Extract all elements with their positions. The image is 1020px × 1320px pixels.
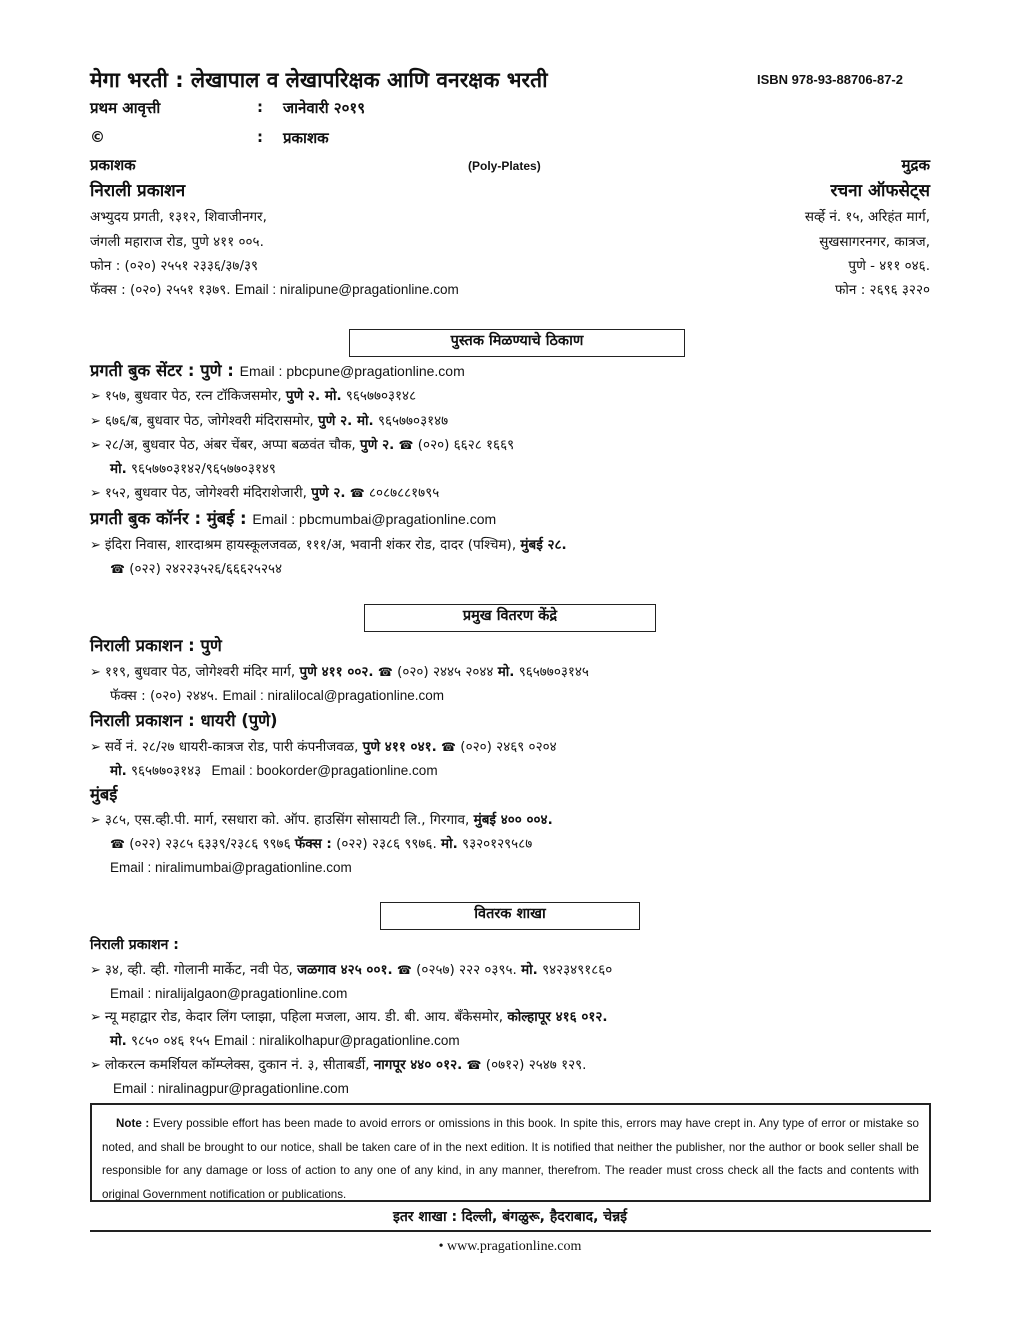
- publisher-label: प्रकाशक: [90, 156, 136, 174]
- printer-label: मुद्रक: [901, 156, 930, 174]
- pragati-mumbai-title: प्रगती बुक कॉर्नर : मुंबई :: [90, 509, 247, 528]
- copyright-value: प्रकाशक: [283, 129, 329, 147]
- arrow-bullet-icon: ➢: [90, 538, 101, 553]
- list-item: [90, 1007, 608, 1025]
- item-email[interactable]: Email : niralilocal@pragationline.com: [222, 688, 445, 703]
- item-mobile: ९६५७७०३१४५: [518, 664, 589, 680]
- item-fax: (०२२) २३८६ ९९७६.: [336, 836, 437, 852]
- item-text: ६७६/ब, बुधवार पेठ, जोगेश्वरी मंदिरासमोर,: [104, 413, 314, 429]
- disclaimer-note: [90, 1103, 931, 1202]
- pragati-pune-email[interactable]: Email : pbcpune@pragationline.com: [239, 363, 465, 379]
- mobile-label: मो.: [110, 763, 127, 779]
- telephone-icon: ☎: [110, 562, 125, 576]
- edition-label: प्रथम आवृत्ती: [90, 99, 161, 117]
- telephone-icon: ☎: [377, 665, 393, 679]
- item-text: ३४, व्ही. व्ही. गोलानी मार्केट, नवी पेठ,: [104, 962, 293, 978]
- arrow-bullet-icon: ➢: [90, 963, 101, 978]
- list-item-continuation: [110, 834, 532, 852]
- mobile-label: मो.: [441, 836, 458, 852]
- list-item-continuation: [110, 459, 276, 477]
- item-mobile: ९८५० ०४६ १५५: [131, 1033, 210, 1049]
- arrow-bullet-icon: ➢: [90, 486, 101, 501]
- section-title-availability: पुस्तक मिळण्याचे ठिकाण: [349, 329, 685, 357]
- list-item: [90, 1055, 586, 1073]
- telephone-icon: ☎: [466, 1058, 482, 1072]
- copyright-symbol: ©: [90, 128, 105, 146]
- item-bold: पुणे २. मो.: [285, 388, 342, 404]
- item-bold: मुंबई २८.: [520, 537, 567, 553]
- arrow-bullet-icon: ➢: [90, 1058, 101, 1073]
- item-bold: नागपूर ४४० ०१२.: [373, 1057, 463, 1073]
- item-text: इंदिरा निवास, शारदाश्रम हायस्कूलजवळ, १११/अ, भवानी शंकर रोड, दादर (पश्चिम),: [104, 537, 517, 553]
- website-link[interactable]: • www.pragationline.com: [438, 1239, 582, 1254]
- item-phone: ९६५७७०३१४८: [345, 388, 417, 404]
- list-item: [90, 662, 589, 680]
- other-branches-list: दिल्ली, बंगळुरू, हैदराबाद, चेन्नई: [461, 1209, 628, 1225]
- item-email[interactable]: Email : niralijalgaon@pragationline.com: [110, 986, 348, 1001]
- item-phone: (०२०) २४४५ २०४४: [397, 664, 494, 680]
- publisher-address-2: जंगली महाराज रोड, पुणे ४११ ००५.: [90, 234, 264, 250]
- book-title: [90, 66, 548, 94]
- arrow-bullet-icon: ➢: [90, 389, 101, 404]
- item-fax: फॅक्स : (०२०) २४४५.: [110, 688, 219, 704]
- pragati-pune-heading: [90, 358, 465, 381]
- fax-label: फॅक्स :: [294, 836, 332, 852]
- telephone-icon: ☎: [398, 438, 414, 452]
- printer-name: रचना ऑफसेट्स: [830, 181, 930, 201]
- list-item-continuation: [110, 559, 282, 577]
- publisher-phone: फोन : (०२०) २५५१ २३३६/३७/३९: [90, 258, 259, 274]
- item-bold: कोल्हापूर ४१६ ०१२.: [507, 1009, 608, 1025]
- note-label: Note :: [116, 1117, 150, 1130]
- item-text: न्यू महाद्वार रोड, केदार लिंग प्लाझा, पहिला मजला, आय. डी. बी. आय. बँकेसमोर,: [104, 1009, 504, 1025]
- list-item: [90, 435, 514, 453]
- item-text: लोकरत्न कमर्शियल कॉम्प्लेक्स, दुकान नं. ३, सीताबर्डी,: [104, 1057, 370, 1073]
- nirali-dhayari-heading: निराली प्रकाशन : धायरी (पुणे): [90, 711, 278, 730]
- nirali-pune-heading: निराली प्रकाशन : पुणे: [90, 636, 222, 655]
- arrow-bullet-icon: ➢: [90, 1010, 101, 1025]
- pragati-mumbai-email[interactable]: Email : pbcmumbai@pragationline.com: [252, 511, 497, 527]
- mobile-label: मो.: [497, 664, 515, 680]
- item-bold: पुणे २.: [311, 485, 346, 501]
- printer-phone: फोन : २६९६ ३२२०: [835, 282, 930, 298]
- nirali-branch-heading: निराली प्रकाशन :: [90, 937, 179, 953]
- telephone-icon: ☎: [349, 486, 365, 500]
- pragati-pune-title: प्रगती बुक सेंटर : पुणे :: [90, 361, 234, 380]
- item-text: १५७, बुधवार पेठ, रत्न टॉकिजसमोर,: [104, 388, 282, 404]
- isbn: ISBN 978-93-88706-87-2: [757, 72, 903, 87]
- item-phone: (०७१२) २५४७ १२९.: [485, 1057, 587, 1073]
- item-phone: ९६५७७०३१४७: [377, 413, 449, 429]
- mobile-label: मो.: [110, 1033, 127, 1049]
- publisher-email: Email : niralipune@pragationline.com: [234, 282, 459, 297]
- mobile-label: मो.: [521, 962, 538, 978]
- item-phone: ९६५७७०३१४२/९६५७७०३१४९: [131, 461, 276, 477]
- list-item: [90, 386, 416, 404]
- item-email[interactable]: Email : niralikolhapur@pragationline.com: [214, 1033, 460, 1048]
- item-bold: पुणे २. मो.: [317, 413, 374, 429]
- section-title-branches: वितरक शाखा: [380, 902, 640, 930]
- item-email[interactable]: Email : niralimumbai@pragationline.com: [110, 860, 352, 875]
- arrow-bullet-icon: ➢: [90, 438, 101, 453]
- publisher-fax: फॅक्स : (०२०) २५५१ १३७९.: [90, 282, 231, 298]
- footer-divider: [90, 1230, 931, 1232]
- item-mobile: ९३२०१२९५८७: [462, 836, 533, 852]
- telephone-icon: ☎: [396, 963, 412, 977]
- arrow-bullet-icon: ➢: [90, 414, 101, 429]
- item-text: २८/अ, बुधवार पेठ, अंबर चेंबर, अप्पा बळवंत चौक,: [104, 437, 356, 453]
- item-mobile: ९४२३४९१८६०: [542, 962, 613, 978]
- arrow-bullet-icon: ➢: [90, 740, 101, 755]
- list-item: [90, 810, 553, 828]
- publisher-name: निराली प्रकाशन: [90, 181, 186, 201]
- item-phone: (०२२) २४२२३५२६/६६६२५२५४: [129, 561, 283, 577]
- item-mobile: ९६५७७०३१४३: [131, 763, 202, 779]
- pragati-mumbai-heading: [90, 506, 496, 529]
- list-item: [90, 535, 567, 553]
- item-bold: पुणे २.: [359, 437, 395, 453]
- item-text: १५२, बुधवार पेठ, जोगेश्वरी मंदिराशेजारी,: [104, 485, 307, 501]
- item-phone: (०२०) ६६२८ १६६९: [417, 437, 515, 453]
- item-phone: (०२५७) २२२ ०३९५.: [416, 962, 517, 978]
- note-text: Every possible effort has been made to avoid errors or omissions in this book. In spite this, errors may have crept in. Any type of error or mistake so noted, and shall be brought to our notice, shall be taken care of in the next edition. It is notified that neither the publisher, nor the author or book seller shall be responsible for any damage or loss of action to any one of any kind, in any manner, therefrom. The reader must cross check all the facts and contents with original Government notification or publications.: [102, 1117, 919, 1201]
- list-item: [90, 960, 612, 978]
- item-text: सर्वे नं. २८/२७ धायरी-कात्रज रोड, पारी कंपनीजवळ,: [104, 739, 359, 755]
- copyright-sep: :: [257, 128, 263, 146]
- edition-value: जानेवारी २०१९: [283, 99, 366, 117]
- mumbai-heading: मुंबई: [90, 785, 118, 804]
- list-item-continuation: [110, 686, 444, 704]
- telephone-icon: ☎: [441, 740, 456, 754]
- printer-address-1: सर्व्हे नं. १५, अरिहंत मार्ग,: [804, 209, 930, 225]
- item-email[interactable]: Email : niralinagpur@pragationline.com: [113, 1081, 349, 1096]
- item-phone: ८०८७८८१७९५: [369, 485, 440, 501]
- item-phone: (०२०) २४६९ ०२०४: [460, 739, 557, 755]
- other-branches-label: इतर शाखा :: [392, 1209, 458, 1225]
- item-phone: (०२२) २३८५ ६३३९/२३८६ ९९७६: [129, 836, 291, 852]
- item-text: ३८५, एस.व्ही.पी. मार्ग, रसधारा को. ऑप. हाउसिंग सोसायटी लि., गिरगाव,: [104, 812, 470, 828]
- list-item-continuation: [110, 761, 438, 779]
- item-bold: जळगाव ४२५ ००१.: [297, 962, 393, 978]
- polyplates-label: (Poly-Plates): [468, 159, 541, 173]
- publisher-fax-email: [90, 280, 459, 298]
- item-email[interactable]: Email : bookorder@pragationline.com: [211, 763, 438, 778]
- telephone-icon: ☎: [110, 837, 125, 851]
- section-title-distribution: प्रमुख वितरण केंद्रे: [364, 604, 656, 632]
- item-bold: पुणे ४११ ०४१.: [362, 739, 437, 755]
- arrow-bullet-icon: ➢: [90, 813, 101, 828]
- item-text: ११९, बुधवार पेठ, जोगेश्वरी मंदिर मार्ग,: [104, 664, 296, 680]
- item-bold: पुणे ४११ ००२.: [299, 664, 374, 680]
- title-prefix: मेगा भरती :: [90, 68, 184, 92]
- mobile-label: मो.: [110, 461, 127, 477]
- item-bold: मुंबई ४०० ००४.: [473, 812, 553, 828]
- printer-address-2: सुखसागरनगर, कात्रज,: [819, 234, 930, 250]
- title-main: लेखापाल व लेखापरिक्षक आणि वनरक्षक भरती: [190, 68, 548, 92]
- list-item: [90, 483, 439, 501]
- list-item: [90, 737, 557, 755]
- arrow-bullet-icon: ➢: [90, 665, 101, 680]
- list-item-continuation: [110, 1031, 460, 1049]
- list-item: [90, 411, 448, 429]
- publisher-address-1: अभ्युदय प्रगती, १३१२, शिवाजीनगर,: [90, 209, 267, 225]
- other-branches: [0, 1207, 1020, 1226]
- edition-sep: :: [257, 98, 263, 116]
- printer-address-3: पुणे - ४११ ०४६.: [848, 258, 930, 274]
